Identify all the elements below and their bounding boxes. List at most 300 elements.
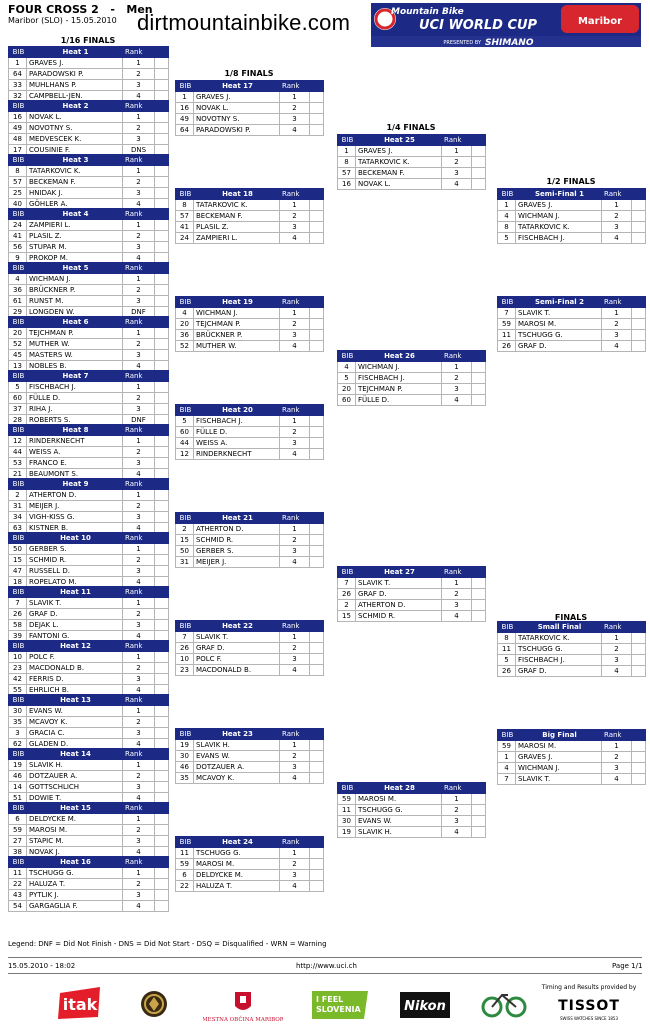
rider-row [176,654,324,665]
heat-name: Semi-Final 2 [516,297,602,308]
bib-column-header: BIB [9,857,27,868]
rider-bib: 54 [9,901,27,912]
rider-row [9,188,169,199]
rider-bib: 4 [176,308,194,319]
rider-rank: 1 [442,362,472,373]
rider-rank: 2 [123,285,155,296]
spacer-cell [155,285,169,296]
rider-rank: 3 [280,762,310,773]
rank-column-header: Rank [123,533,169,544]
rider-rank: 2 [123,609,155,620]
rider-rank: 4 [280,125,310,136]
rider-rank: 3 [280,438,310,449]
spacer-cell [155,80,169,91]
spacer-cell [310,341,324,352]
rider-name: GÖHLER A. [27,199,123,210]
rank-column-header: Rank [280,297,324,308]
rider-name: MAROSI M. [516,319,602,330]
rider-bib: 16 [338,179,356,190]
rider-bib: 24 [176,233,194,244]
rider-bib: 5 [176,416,194,427]
heat-header [176,837,324,848]
rider-row [9,436,169,447]
rider-name: TSCHUGG G. [516,644,602,655]
heat-name: Heat 28 [356,783,442,794]
rider-row [9,836,169,847]
spacer-cell [632,633,646,644]
rider-bib: 23 [9,663,27,674]
heat-header [9,803,169,814]
rider-rank: 2 [280,859,310,870]
rider-rank: 2 [123,231,155,242]
spacer-cell [155,393,169,404]
rider-name: RIHA J. [27,404,123,415]
rider-rank: 3 [123,80,155,91]
spacer-cell [632,741,646,752]
rider-bib: 26 [498,341,516,352]
rider-rank: 2 [442,589,472,600]
rider-bib: 56 [9,242,27,253]
heat-header [9,695,169,706]
bib-column-header: BIB [9,47,27,58]
rider-rank: 4 [280,665,310,676]
rider-row [9,555,169,566]
rank-column-header: Rank [123,695,169,706]
bib-column-header: BIB [176,81,194,92]
heat-name: Heat 5 [27,263,123,274]
rider-name: SLAVIK T. [27,598,123,609]
rider-name: WICHMAN J. [516,211,602,222]
rider-name: FÜLLE D. [27,393,123,404]
rider-bib: 7 [9,598,27,609]
rider-name: MEIJER J. [27,501,123,512]
spacer-cell [472,157,486,168]
rider-name: MUHLHANS P. [27,80,123,91]
spacer-cell [310,233,324,244]
heat-header [338,351,486,362]
spacer-cell [310,222,324,233]
bib-column-header: BIB [338,351,356,362]
rider-rank: 2 [123,447,155,458]
maribor-text: MESTNA OBČINA MARIBOR [203,1017,283,1023]
rider-name: WICHMAN J. [27,274,123,285]
spacer-cell [155,458,169,469]
spacer-cell [155,663,169,674]
rider-rank: 3 [280,222,310,233]
rider-row [176,643,324,654]
rider-row [338,827,486,838]
rider-bib: 57 [9,177,27,188]
rider-name: VIGH-KISS G. [27,512,123,523]
spacer-cell [155,69,169,80]
rank-column-header: Rank [123,317,169,328]
rider-rank: 4 [123,91,155,102]
rider-row [9,328,169,339]
rider-rank: 2 [280,103,310,114]
spacer-cell [155,760,169,771]
rider-row [498,211,646,222]
spacer-cell [155,339,169,350]
rider-bib: 36 [176,330,194,341]
heat-table [8,802,169,858]
rider-bib: 15 [176,535,194,546]
round-title: 1/4 FINALS [386,123,436,132]
rank-column-header: Rank [442,351,486,362]
rider-row [338,578,486,589]
rider-rank: 3 [123,782,155,793]
rider-name: RINDERKNECHT [194,449,280,460]
heat-header [338,567,486,578]
spacer-cell [155,868,169,879]
heat-header [338,783,486,794]
rider-bib: 31 [9,501,27,512]
rider-row [338,600,486,611]
spacer-cell [155,566,169,577]
heat-name: Heat 27 [356,567,442,578]
rider-name: WICHMAN J. [356,362,442,373]
spacer-cell [310,654,324,665]
rider-rank: 3 [123,134,155,145]
rider-rank: 1 [123,58,155,69]
spacer-cell [632,644,646,655]
spacer-cell [155,123,169,134]
rider-bib: 8 [9,166,27,177]
rider-row [338,179,486,190]
rider-bib: 1 [498,752,516,763]
rider-name: RUNST M. [27,296,123,307]
rider-name: HALUZA T. [27,879,123,890]
rider-rank: 3 [602,655,632,666]
spacer-cell [155,901,169,912]
rider-name: TEJCHMAN P. [356,384,442,395]
rider-bib: 26 [9,609,27,620]
rider-bib: 58 [9,620,27,631]
rider-name: DEJAK L. [27,620,123,631]
rider-row [498,666,646,677]
bib-column-header: BIB [9,425,27,436]
spacer-cell [155,58,169,69]
rider-bib: 4 [338,362,356,373]
heat-name: Heat 21 [194,513,280,524]
spacer-cell [472,395,486,406]
rider-name: PARADOWSKI P. [27,69,123,80]
rider-rank: 3 [280,654,310,665]
rider-bib: 7 [176,632,194,643]
rider-rank: 1 [123,490,155,501]
rider-row [9,231,169,242]
spacer-cell [155,166,169,177]
rider-bib: 8 [338,157,356,168]
spacer-cell [632,330,646,341]
maribor-logo [203,990,283,1024]
rider-bib: 48 [9,134,27,145]
rider-rank: 2 [442,157,472,168]
rider-name: SLAVIK H. [356,827,442,838]
rank-column-header: Rank [442,783,486,794]
rider-rank: 3 [602,222,632,233]
rider-name: COUSINIE F. [27,145,123,156]
heat-name: Heat 1 [27,47,123,58]
heat-table [497,188,646,244]
rank-column-header: Rank [442,135,486,146]
rider-bib: 11 [338,805,356,816]
rider-row [176,524,324,535]
rider-bib: 59 [498,319,516,330]
page-title: FOUR CROSS 2 - Men [8,3,153,16]
rank-column-header: Rank [602,189,646,200]
spacer-cell [155,404,169,415]
rider-row [176,200,324,211]
rider-rank: 2 [123,177,155,188]
rider-rank: 2 [123,69,155,80]
spacer-cell [155,717,169,728]
rider-bib: 28 [9,415,27,426]
rider-row [176,665,324,676]
rider-rank: 1 [123,382,155,393]
rider-name: MAROSI M. [516,741,602,752]
rider-row [9,674,169,685]
rider-name: FANTONI G. [27,631,123,642]
rider-bib: 7 [498,308,516,319]
heat-header [498,730,646,741]
rider-bib: 31 [176,557,194,568]
rider-bib: 41 [9,231,27,242]
rider-rank: 2 [123,501,155,512]
spacer-cell [155,242,169,253]
rider-rank: 2 [442,373,472,384]
rider-rank: 2 [280,319,310,330]
rider-name: GOTTSCHLICH [27,782,123,793]
rider-rank: 1 [442,794,472,805]
rider-bib: 44 [176,438,194,449]
spacer-cell [310,870,324,881]
rank-column-header: Rank [280,81,324,92]
spacer-cell [632,666,646,677]
rider-name: GRAVES J. [516,752,602,763]
rider-rank: 4 [123,847,155,858]
rider-rank: 2 [123,825,155,836]
rider-row [338,611,486,622]
rider-bib: 41 [176,222,194,233]
rider-row [9,868,169,879]
rider-name: HNIDAK J. [27,188,123,199]
rider-row [9,123,169,134]
rank-column-header: Rank [123,749,169,760]
heat-name: Heat 8 [27,425,123,436]
rider-rank: 4 [280,233,310,244]
banner-line2: UCI WORLD CUP [419,18,538,33]
rider-rank: 4 [602,774,632,785]
spacer-cell [472,146,486,157]
rider-bib: 8 [176,200,194,211]
rider-rank: 3 [442,384,472,395]
spacer-cell [155,490,169,501]
heat-name: Heat 20 [194,405,280,416]
rider-name: MAROSI M. [356,794,442,805]
rider-name: PLASIL Z. [27,231,123,242]
rider-name: EVANS W. [356,816,442,827]
rider-row [176,848,324,859]
rider-rank: 4 [123,523,155,534]
rider-bib: 6 [176,870,194,881]
spacer-cell [155,890,169,901]
heat-header [9,641,169,652]
rider-rank: 4 [602,666,632,677]
spacer-cell [472,794,486,805]
rider-name: SCHMID R. [194,535,280,546]
footer-page: Page 1/1 [612,962,643,970]
rider-rank: 1 [280,308,310,319]
heat-header [9,101,169,112]
heat-header [9,317,169,328]
spacer-cell [155,674,169,685]
heat-table [8,748,169,804]
spacer-cell [632,341,646,352]
event-subtitle: Maribor (SLO) - 15.05.2010 [8,16,117,25]
rider-name: FISCHBACH J. [356,373,442,384]
rider-row [176,762,324,773]
rank-column-header: Rank [123,425,169,436]
footer-url[interactable]: http://www.uci.ch [296,962,357,970]
bib-column-header: BIB [9,209,27,220]
heat-table [175,404,324,460]
heat-name: Small Final [516,622,602,633]
rider-name: TEJCHMAN P. [27,328,123,339]
bib-column-header: BIB [9,371,27,382]
timing-text: Timing and Results provided by [541,984,637,991]
spacer-cell [472,827,486,838]
rider-name: TATARKOVIC K. [27,166,123,177]
rider-bib: 64 [9,69,27,80]
rider-rank: 3 [280,870,310,881]
rider-name: POLC F. [27,652,123,663]
rider-rank: 2 [123,663,155,674]
rider-bib: 35 [176,773,194,784]
rider-bib: 15 [9,555,27,566]
round-title: 1/8 FINALS [224,69,274,78]
spacer-cell [310,632,324,643]
rider-rank: 1 [442,578,472,589]
bib-column-header: BIB [176,405,194,416]
rider-rank: 3 [123,242,155,253]
rider-row [498,633,646,644]
spacer-cell [632,233,646,244]
spacer-cell [472,384,486,395]
heat-table [8,424,169,480]
rider-name: ZAMPIERI L. [27,220,123,231]
rider-bib: 10 [9,652,27,663]
rider-bib: 49 [9,123,27,134]
rider-bib: 2 [176,524,194,535]
rider-rank: 3 [123,890,155,901]
rider-name: RINDERKNECHT [27,436,123,447]
rider-bib: 57 [176,211,194,222]
itak-logo [56,985,104,1021]
rider-rank: 4 [280,341,310,352]
heat-table [175,836,324,892]
rider-name: TSCHUGG G. [27,868,123,879]
rider-rank: 1 [123,328,155,339]
rider-name: MACDONALD B. [194,665,280,676]
rider-row [9,706,169,717]
heat-table [497,621,646,677]
rider-bib: 11 [9,868,27,879]
rider-bib: 63 [9,523,27,534]
rider-bib: 21 [9,469,27,480]
heat-name: Heat 25 [356,135,442,146]
heat-header [176,297,324,308]
rider-rank: 1 [280,524,310,535]
rider-bib: 51 [9,793,27,804]
rider-name: WICHMAN J. [516,763,602,774]
rider-rank: 3 [123,620,155,631]
rider-name: FISCHBACH J. [516,233,602,244]
rider-name: EVANS W. [194,751,280,762]
rider-row [9,80,169,91]
spacer-cell [310,427,324,438]
rider-row [176,546,324,557]
heat-table [175,728,324,784]
rider-bib: 4 [9,274,27,285]
heat-name: Semi-Final 1 [516,189,602,200]
spacer-cell [310,416,324,427]
heat-header [498,189,646,200]
heat-name: Heat 14 [27,749,123,760]
rider-bib: 7 [498,774,516,785]
rider-rank: 4 [442,611,472,622]
rider-row [176,427,324,438]
rider-row [498,655,646,666]
rider-row [176,92,324,103]
rider-rank: 3 [280,546,310,557]
heat-header [498,297,646,308]
rider-name: GRAVES J. [27,58,123,69]
spacer-cell [632,752,646,763]
rider-name: GRACIA C. [27,728,123,739]
rider-bib: 55 [9,685,27,696]
spacer-cell [155,836,169,847]
rider-row [9,296,169,307]
bib-column-header: BIB [498,730,516,741]
bib-column-header: BIB [9,587,27,598]
slovenia-line1: I FEEL [316,995,344,1004]
rider-rank: 1 [602,741,632,752]
rider-row [176,859,324,870]
tissot-text: TISSOT [558,998,620,1014]
rider-bib: 11 [498,330,516,341]
rider-rank: 3 [123,458,155,469]
rider-name: DELDYCKE M. [27,814,123,825]
rider-row [176,557,324,568]
rider-rank: 3 [123,350,155,361]
rider-name: FERRIS D. [27,674,123,685]
bib-column-header: BIB [9,317,27,328]
rider-bib: 8 [498,222,516,233]
rider-bib: 50 [176,546,194,557]
spacer-cell [632,211,646,222]
rider-name: TATARKOVIC K. [516,222,602,233]
rider-rank: 1 [280,632,310,643]
rider-rank: 2 [602,211,632,222]
spacer-cell [155,274,169,285]
rider-rank: 1 [123,274,155,285]
rider-row [498,752,646,763]
heat-name: Heat 4 [27,209,123,220]
heat-name: Heat 18 [194,189,280,200]
rank-column-header: Rank [602,730,646,741]
rider-rank: 1 [280,200,310,211]
rider-bib: 33 [9,80,27,91]
